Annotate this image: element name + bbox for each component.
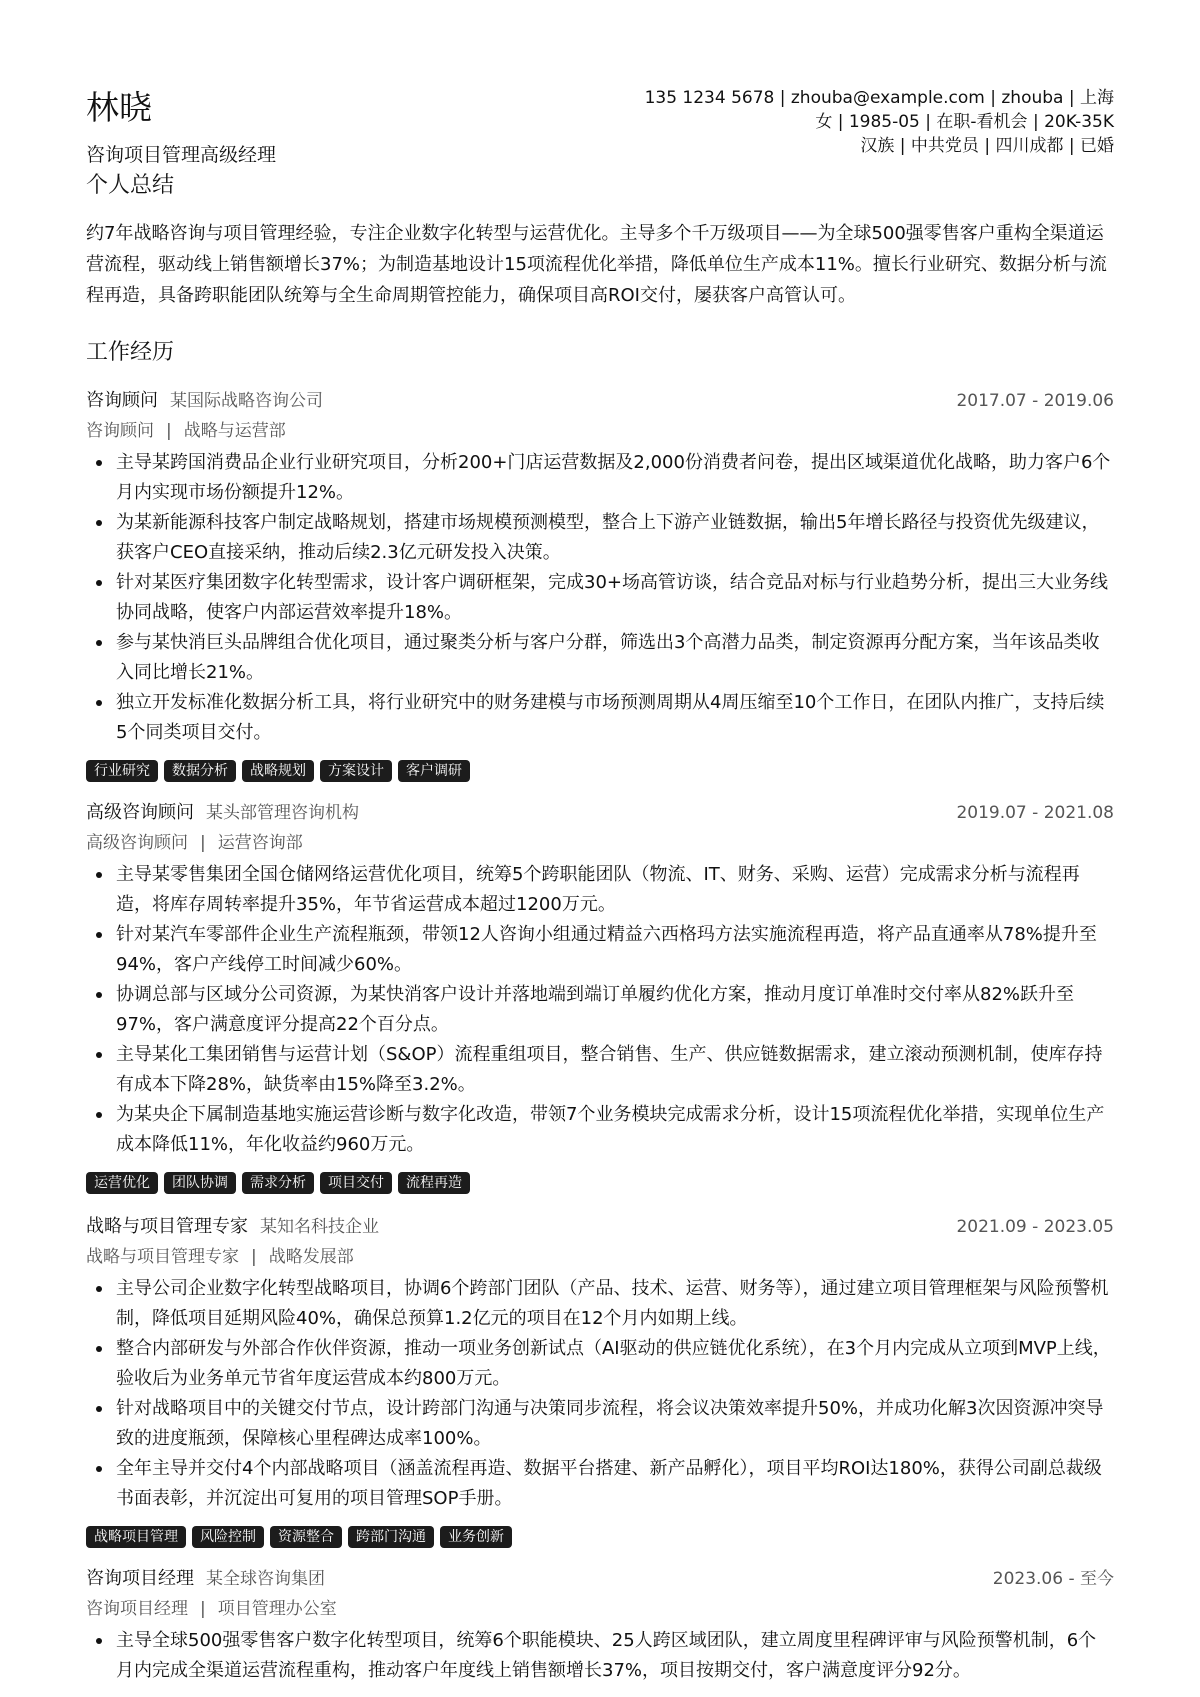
job-subline — [86, 828, 1114, 858]
bullet-item — [86, 1100, 1114, 1160]
skill-tags — [86, 1172, 1114, 1196]
candidate-title: 咨询项目管理高级经理 — [86, 144, 277, 166]
bullet-text: 主导某跨国消费品企业行业研究项目，分析200+门店运营数据及2,000份消费者问卷，提出区域渠道优化战略，助力客户6个月内实现市场份额提升12%。 — [116, 452, 1111, 503]
bullet-dot — [96, 1406, 102, 1412]
bullet-text: 主导某化工集团销售与运营计划（S&OP）流程重组项目，整合销售、生产、供应链数据需求，建立滚动预测机制，使库存持有成本下降28%，缺货率由15%降至3.2%。 — [116, 1044, 1103, 1095]
bullet-dot — [96, 700, 102, 706]
experience-heading: 工作经历 — [86, 340, 175, 365]
bullet-item — [86, 508, 1114, 568]
job-entry — [86, 386, 1114, 784]
job-subline — [86, 1594, 1114, 1624]
bullet-text: 针对某医疗集团数字化转型需求，设计客户调研框架，完成30+场高管访谈，结合竞品对标与行业趋势分析，提出三大业务线协同战略，使客户内部运营效率提升18%。 — [116, 572, 1108, 623]
bullet-text: 全年主导并交付4个内部战略项目（涵盖流程再造、数据平台搭建、新产品孵化），项目平均ROI达180%，获得公司副总裁级书面表彰，并沉淀出可复用的项目管理SOP手册。 — [116, 1458, 1102, 1509]
bullet-item — [86, 980, 1114, 1040]
job-department: 战略与运营部 — [183, 421, 286, 441]
bullet-dot — [96, 1052, 102, 1058]
bullet-dot — [96, 1286, 102, 1292]
job-department: 项目管理办公室 — [217, 1599, 337, 1619]
skill-tag: 跨部门沟通 — [348, 1526, 434, 1548]
job-role: 咨询顾问 — [86, 390, 158, 411]
bullet-dot — [96, 460, 102, 466]
bullet-text: 针对某汽车零部件企业生产流程瓶颈，带领12人咨询小组通过精益六西格玛方法实施流程再造，将产品直通率从78%提升至94%，客户产线停工时间减少60%。 — [116, 924, 1097, 975]
job-header — [86, 798, 1114, 828]
job-subline — [86, 1242, 1114, 1272]
skill-tag: 资源整合 — [270, 1526, 342, 1548]
bullet-item — [86, 568, 1114, 628]
bullet-dot — [96, 520, 102, 526]
contact-line: 女 | 1985-05 | 在职-看机会 | 20K-35K — [815, 112, 1114, 132]
skill-tag: 数据分析 — [164, 760, 236, 782]
job-company: 某头部管理咨询机构 — [206, 803, 359, 823]
job-role: 高级咨询顾问 — [86, 802, 194, 823]
bullet-item — [86, 628, 1114, 688]
skill-tag: 方案设计 — [320, 760, 392, 782]
contact-line: 汉族 | 中共党员 | 四川成都 | 已婚 — [860, 136, 1114, 156]
bullet-text: 主导公司企业数字化转型战略项目，协调6个跨部门团队（产品、技术、运营、财务等），通过建立项目管理框架与风险预警机制，降低项目延期风险40%，确保总预算1.2亿元的项目在12个月内如期上线。 — [116, 1278, 1109, 1329]
bullet-dot — [96, 1466, 102, 1472]
job-header — [86, 1212, 1114, 1242]
job-entry — [86, 798, 1114, 1196]
bullet-dot — [96, 992, 102, 998]
job-position: 咨询项目经理 — [86, 1599, 188, 1619]
skill-tags — [86, 1526, 1114, 1550]
bullet-item — [86, 860, 1114, 920]
bullet-text: 协调总部与区域分公司资源，为某快消客户设计并落地端到端订单履约优化方案，推动月度订单准时交付率从82%跃升至97%，客户满意度评分提高22个百分点。 — [116, 984, 1075, 1035]
job-entry — [86, 1212, 1114, 1550]
skill-tag: 战略规划 — [242, 760, 314, 782]
bullet-item — [86, 688, 1114, 748]
job-subline-separator: | — [251, 1247, 257, 1267]
bullet-dot — [96, 1638, 102, 1644]
bullet-item — [86, 1454, 1114, 1514]
job-subline — [86, 416, 1114, 446]
job-position: 咨询顾问 — [86, 421, 154, 441]
job-position: 战略与项目管理专家 — [86, 1247, 239, 1267]
bullet-text: 针对战略项目中的关键交付节点，设计跨部门沟通与决策同步流程，将会议决策效率提升50%，并成功化解3次因资源冲突导致的进度瓶颈，保障核心里程碑达成率100%。 — [116, 1398, 1104, 1449]
job-bullets — [86, 1626, 1114, 1686]
candidate-name: 林晓 — [86, 88, 152, 127]
skill-tag: 战略项目管理 — [86, 1526, 186, 1548]
job-subline-separator: | — [166, 421, 172, 441]
job-header — [86, 386, 1114, 416]
job-subline-separator: | — [200, 1599, 206, 1619]
job-dates: 2021.09 - 2023.05 — [956, 1217, 1114, 1237]
bullet-text: 为某央企下属制造基地实施运营诊断与数字化改造，带领7个业务模块完成需求分析，设计15项流程优化举措，实现单位生产成本降低11%，年化收益约960万元。 — [116, 1104, 1105, 1155]
job-dates: 2017.07 - 2019.06 — [956, 391, 1114, 411]
job-entry — [86, 1564, 1114, 1686]
skill-tags — [86, 760, 1114, 784]
skill-tag: 风险控制 — [192, 1526, 264, 1548]
job-dates: 2023.06 - 至今 — [992, 1569, 1114, 1589]
skill-tag: 流程再造 — [398, 1172, 470, 1194]
bullet-dot — [96, 640, 102, 646]
bullet-text: 整合内部研发与外部合作伙伴资源，推动一项业务创新试点（AI驱动的供应链优化系统），在3个月内完成从立项到MVP上线，验收后为业务单元节省年度运营成本约800万元。 — [116, 1338, 1111, 1389]
bullet-item — [86, 1394, 1114, 1454]
bullet-item — [86, 448, 1114, 508]
bullet-item — [86, 1040, 1114, 1100]
job-department: 运营咨询部 — [217, 833, 303, 853]
bullet-text: 主导某零售集团全国仓储网络运营优化项目，统筹5个跨职能团队（物流、IT、财务、采购、运营）完成需求分析与流程再造，将库存周转率提升35%，年节省运营成本超过1200万元。 — [116, 864, 1080, 915]
bullet-dot — [96, 580, 102, 586]
job-subline-separator: | — [200, 833, 206, 853]
job-department: 战略发展部 — [268, 1247, 354, 1267]
bullet-item — [86, 1626, 1114, 1686]
bullet-item — [86, 1334, 1114, 1394]
job-bullets — [86, 860, 1114, 1160]
skill-tag: 运营优化 — [86, 1172, 158, 1194]
bullet-text: 参与某快消巨头品牌组合优化项目，通过聚类分析与客户分群，筛选出3个高潜力品类，制定资源再分配方案，当年该品类收入同比增长21%。 — [116, 632, 1100, 683]
job-company: 某全球咨询集团 — [206, 1569, 325, 1589]
bullet-dot — [96, 1112, 102, 1118]
bullet-text: 主导全球500强零售客户数字化转型项目，统筹6个职能模块、25人跨区域团队，建立周度里程碑评审与风险预警机制，6个月内完成全渠道运营流程重构，推动客户年度线上销售额增长37%，项目按期交付，客户满意度评分92分。 — [116, 1630, 1097, 1681]
skill-tag: 需求分析 — [242, 1172, 314, 1194]
job-position: 高级咨询顾问 — [86, 833, 188, 853]
job-header — [86, 1564, 1114, 1594]
summary-text: 约7年战略咨询与项目管理经验，专注企业数字化转型与运营优化。主导多个千万级项目——为全球500强零售客户重构全渠道运营流程，驱动线上销售额增长37%；为制造基地设计15项流程优化举措，降低单位生产成本11%。擅长行业研究、数据分析与流程再造，具备跨职能团队统筹与全生命周期管控能力，确保项目高ROI交付，屡获客户高管认可。 — [86, 223, 1107, 306]
skill-tag: 业务创新 — [440, 1526, 512, 1548]
bullet-dot — [96, 932, 102, 938]
job-company: 某国际战略咨询公司 — [170, 391, 323, 411]
contact-block — [645, 86, 1114, 158]
skill-tag: 团队协调 — [164, 1172, 236, 1194]
skill-tag: 行业研究 — [86, 760, 158, 782]
bullet-text: 为某新能源科技客户制定战略规划，搭建市场规模预测模型，整合上下游产业链数据，输出5年增长路径与投资优先级建议，获客户CEO直接采纳，推动后续2.3亿元研发投入决策。 — [116, 512, 1100, 563]
job-role: 战略与项目管理专家 — [86, 1216, 248, 1237]
bullet-dot — [96, 1346, 102, 1352]
job-dates: 2019.07 - 2021.08 — [956, 803, 1114, 823]
bullet-dot — [96, 872, 102, 878]
bullet-item — [86, 1274, 1114, 1334]
job-bullets — [86, 1274, 1114, 1514]
job-bullets — [86, 448, 1114, 748]
job-company: 某知名科技企业 — [260, 1217, 379, 1237]
skill-tag: 客户调研 — [398, 760, 470, 782]
summary-heading: 个人总结 — [86, 173, 175, 198]
bullet-text: 独立开发标准化数据分析工具，将行业研究中的财务建模与市场预测周期从4周压缩至10个工作日，在团队内推广，支持后续5个同类项目交付。 — [116, 692, 1105, 743]
job-role: 咨询项目经理 — [86, 1568, 194, 1589]
bullet-item — [86, 920, 1114, 980]
skill-tag: 项目交付 — [320, 1172, 392, 1194]
contact-line: 135 1234 5678 | zhouba@example.com | zhouba | 上海 — [644, 88, 1114, 108]
